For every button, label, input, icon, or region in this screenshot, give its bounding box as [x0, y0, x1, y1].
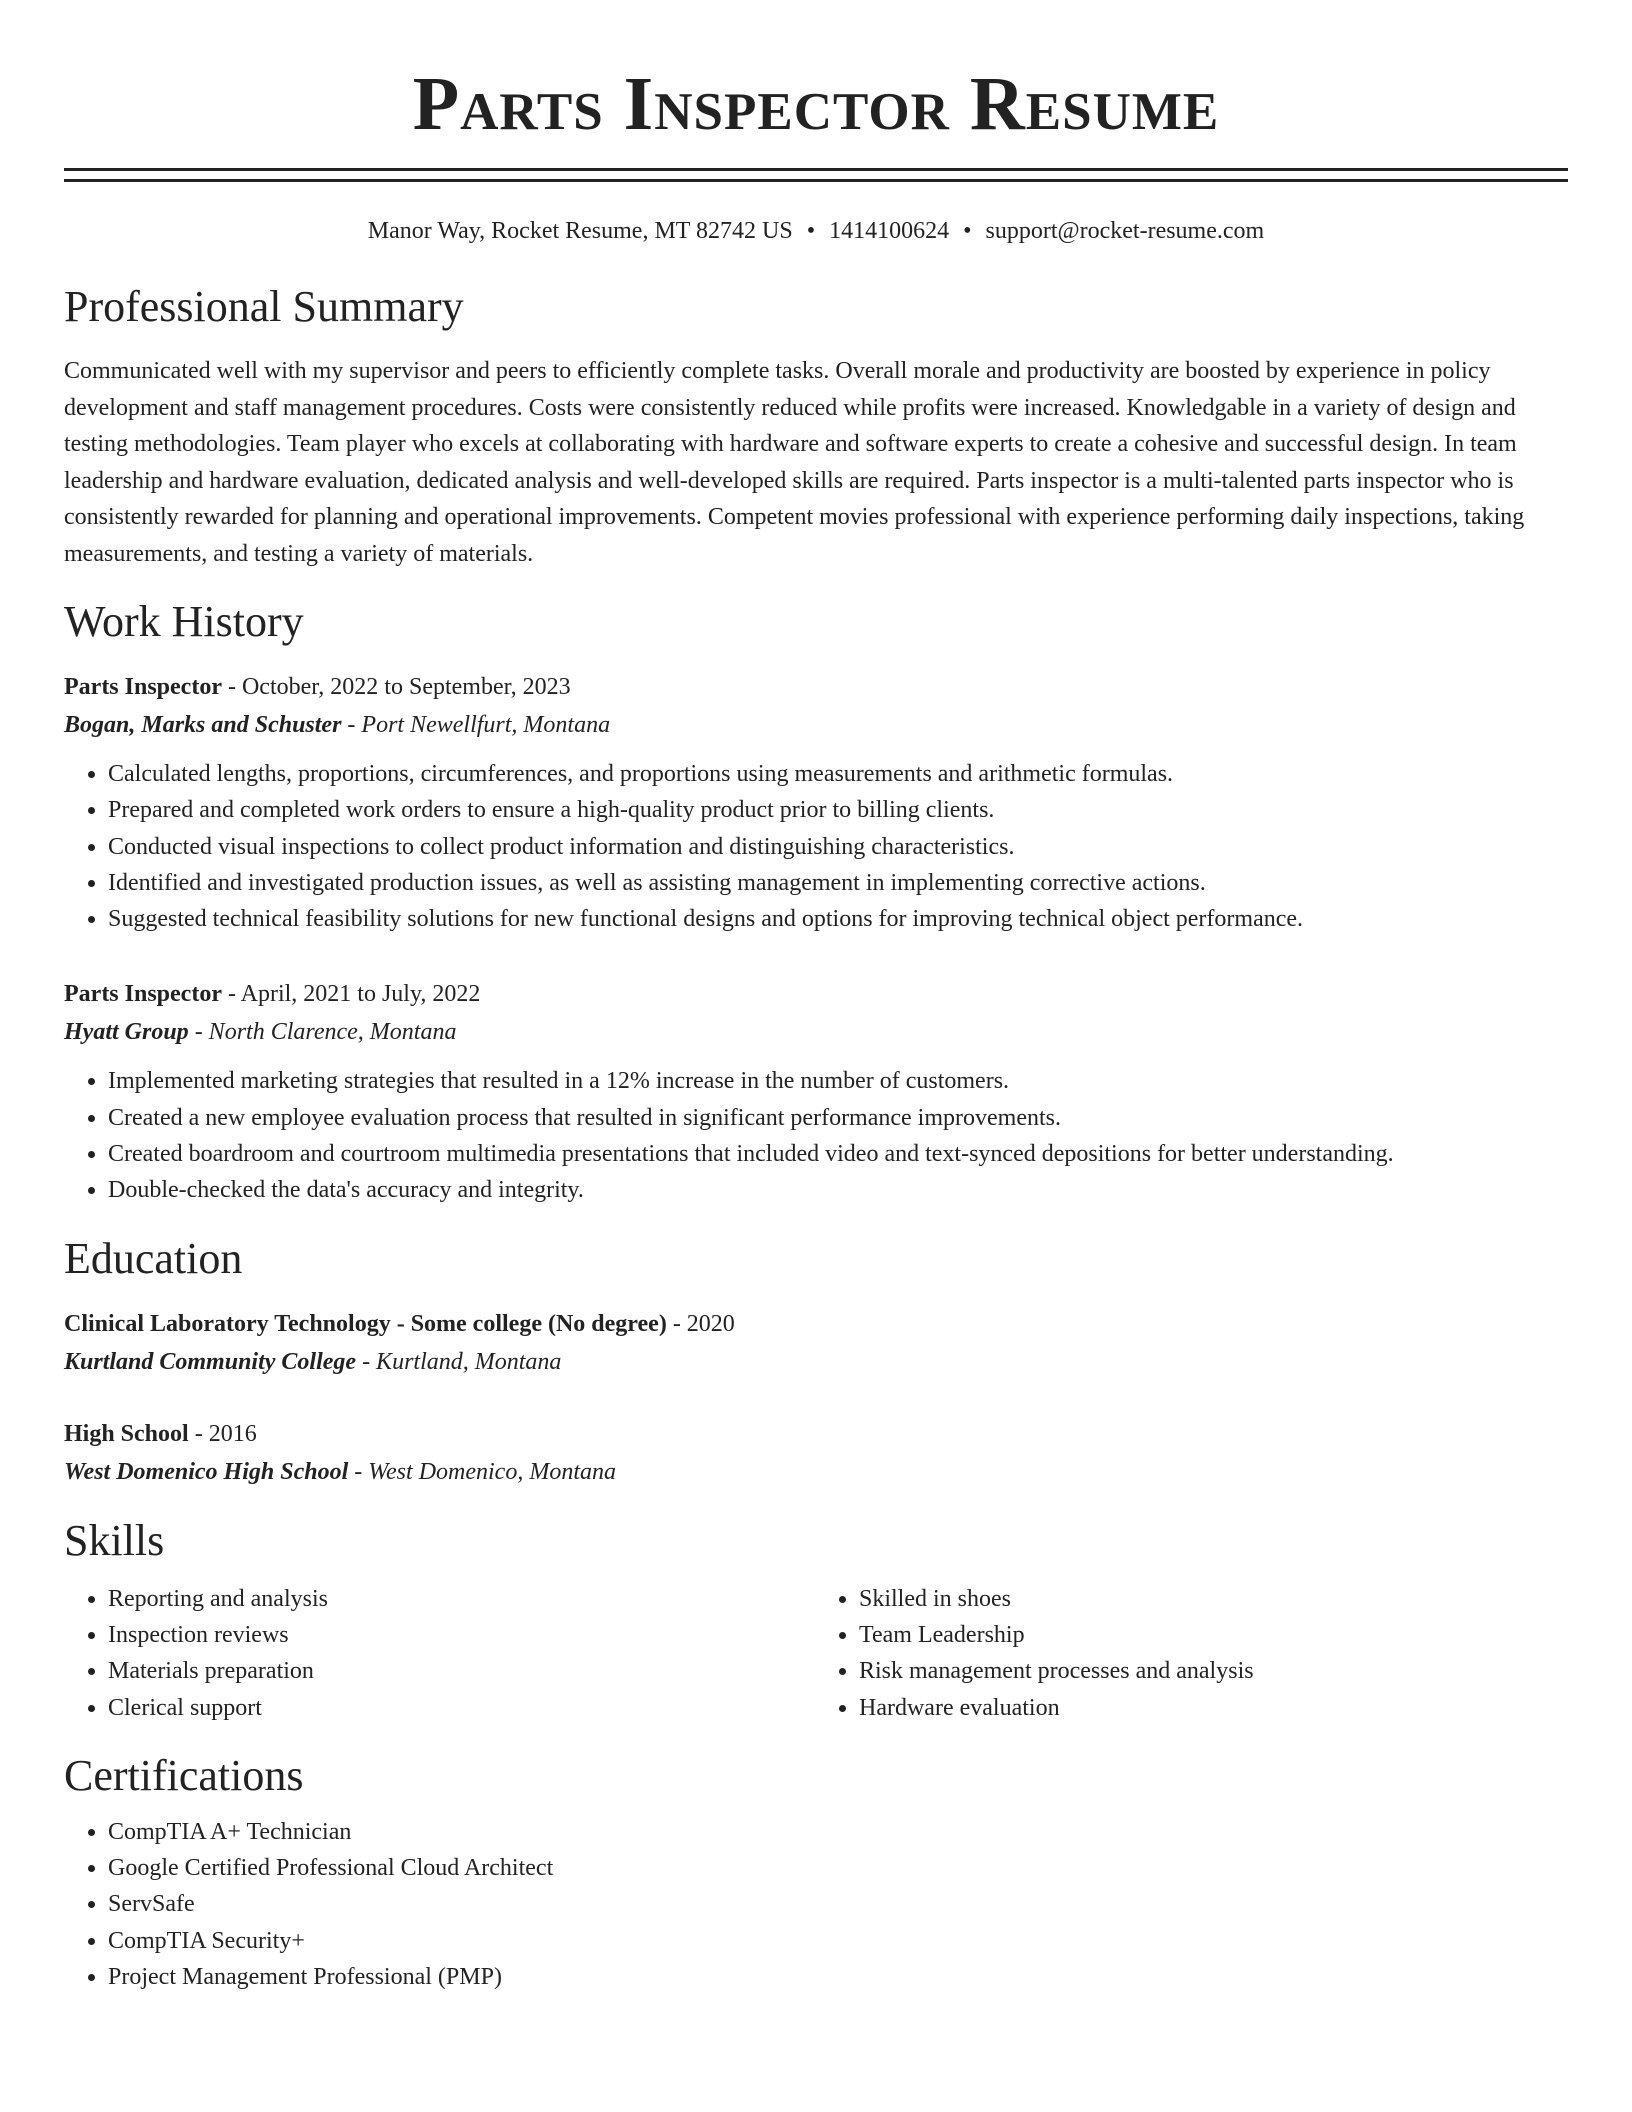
contact-phone: 1414100624 [829, 218, 950, 244]
list-item: • Conducted visual inspections to collect product information and distinguishing characteristics. [108, 829, 1568, 865]
job-company: Bogan, Marks and Schuster [64, 712, 342, 738]
list-item: • Suggested technical feasibility solutions for new functional designs and options for improving technical object performance. [108, 901, 1568, 937]
job-dates: - April, 2021 to July, 2022 [221, 981, 481, 1008]
job-duties-list [64, 1063, 1568, 1208]
list-item: • ServSafe [108, 1886, 1568, 1922]
education-entry [64, 1415, 1568, 1491]
education-location: - Kurtland, Montana [356, 1348, 562, 1375]
education-degree-line [64, 1305, 1568, 1343]
list-item: • Implemented marketing strategies that resulted in a 12% increase in the number of customers. [108, 1063, 1568, 1099]
list-item: • Materials preparation [108, 1653, 817, 1689]
contact-separator: • [963, 218, 972, 244]
education-school-line [64, 1453, 1568, 1491]
list-item: • Hardware evaluation [859, 1690, 1568, 1726]
education-degree: Clinical Laboratory Technology - Some college (No degree) [64, 1310, 667, 1337]
page-title: Parts Inspector Resume [412, 62, 1220, 146]
education-school: Kurtland Community College [64, 1348, 357, 1375]
list-item: • Skilled in shoes [859, 1581, 1568, 1617]
list-item: • Reporting and analysis [108, 1581, 817, 1617]
summary-text: Communicated well with my supervisor and peers to efficiently complete tasks. Overall morale and productivity are boosted by experience in policy development and staff management procedures. Costs were consistently reduced while profits were increased. Knowledgable in a variety of design and testing methodologies. Team player who excels at collaborating with hardware and software experts to create a cohesive and successful design. In team leadership and hardware evaluation, dedicated analysis and well-developed skills are required. Parts inspector is a multi-talented parts inspector who is consistently rewarded for planning and operational improvements. Competent movies professional with experience performing daily inspections, taking measurements, and testing a variety of materials. [64, 358, 1525, 567]
job-company-line [64, 1013, 1568, 1051]
list-item: • Clerical support [108, 1690, 817, 1726]
contact-separator: • [806, 218, 816, 244]
contact-line [64, 215, 1568, 247]
section-heading-work-history: Work History [64, 597, 304, 646]
section-heading-certifications: Certifications [64, 1750, 304, 1800]
education-school: West Domenico High School [64, 1458, 349, 1485]
list-item: • Prepared and completed work orders to ensure a high-quality product prior to billing clients. [108, 792, 1568, 828]
skills-columns [64, 1581, 1568, 1726]
skills-list-right [817, 1581, 1568, 1726]
job-location: - North Clarence, Montana [188, 1019, 457, 1046]
education-year: - 2016 [188, 1420, 257, 1447]
list-item: • Team Leadership [859, 1617, 1568, 1653]
list-item: • Google Certified Professional Cloud Architect [108, 1850, 1568, 1886]
job-entry [64, 975, 1568, 1208]
section-heading-summary: Professional Summary [64, 282, 464, 331]
job-company: Hyatt Group [64, 1019, 189, 1046]
education-entry [64, 1305, 1568, 1381]
job-duties-list [64, 756, 1568, 937]
job-entry [64, 668, 1568, 937]
job-title: Parts Inspector [64, 981, 222, 1008]
job-title-line [64, 668, 1568, 706]
list-item: • Calculated lengths, proportions, circumferences, and proportions using measurements and arithmetic formulas. [108, 756, 1568, 792]
list-item: • Inspection reviews [108, 1617, 817, 1653]
list-item: • Double-checked the data's accuracy and integrity. [108, 1172, 1568, 1208]
education-location: - West Domenico, Montana [348, 1458, 616, 1485]
job-title: Parts Inspector [64, 674, 222, 700]
list-item: • Identified and investigated production issues, as well as assisting management in implementing corrective actions. [108, 865, 1568, 901]
education-degree: High School [64, 1420, 189, 1447]
list-item: • Project Management Professional (PMP) [108, 1959, 1568, 1995]
job-title-line [64, 975, 1568, 1013]
title-divider [64, 168, 1568, 182]
section-heading-skills: Skills [64, 1515, 165, 1565]
education-degree-line [64, 1415, 1568, 1453]
list-item: • Created boardroom and courtroom multimedia presentations that included video and text-synced depositions for better understanding. [108, 1136, 1568, 1172]
contact-email: support@rocket-resume.com [985, 218, 1265, 244]
job-location: - Port Newellfurt, Montana [341, 712, 611, 738]
education-year: - 2020 [666, 1310, 735, 1337]
skills-list-left [64, 1581, 817, 1726]
list-item: • CompTIA Security+ [108, 1923, 1568, 1959]
section-heading-education: Education [64, 1233, 243, 1283]
job-dates: - October, 2022 to September, 2023 [221, 674, 571, 700]
list-item: • Created a new employee evaluation process that resulted in significant performance improvements. [108, 1100, 1568, 1136]
list-item: • CompTIA A+ Technician [108, 1814, 1568, 1850]
contact-address: Manor Way, Rocket Resume, MT 82742 US [367, 218, 793, 244]
list-item: • Risk management processes and analysis [859, 1653, 1568, 1689]
certifications-list [64, 1814, 1568, 1995]
job-company-line [64, 706, 1568, 744]
education-school-line [64, 1343, 1568, 1381]
